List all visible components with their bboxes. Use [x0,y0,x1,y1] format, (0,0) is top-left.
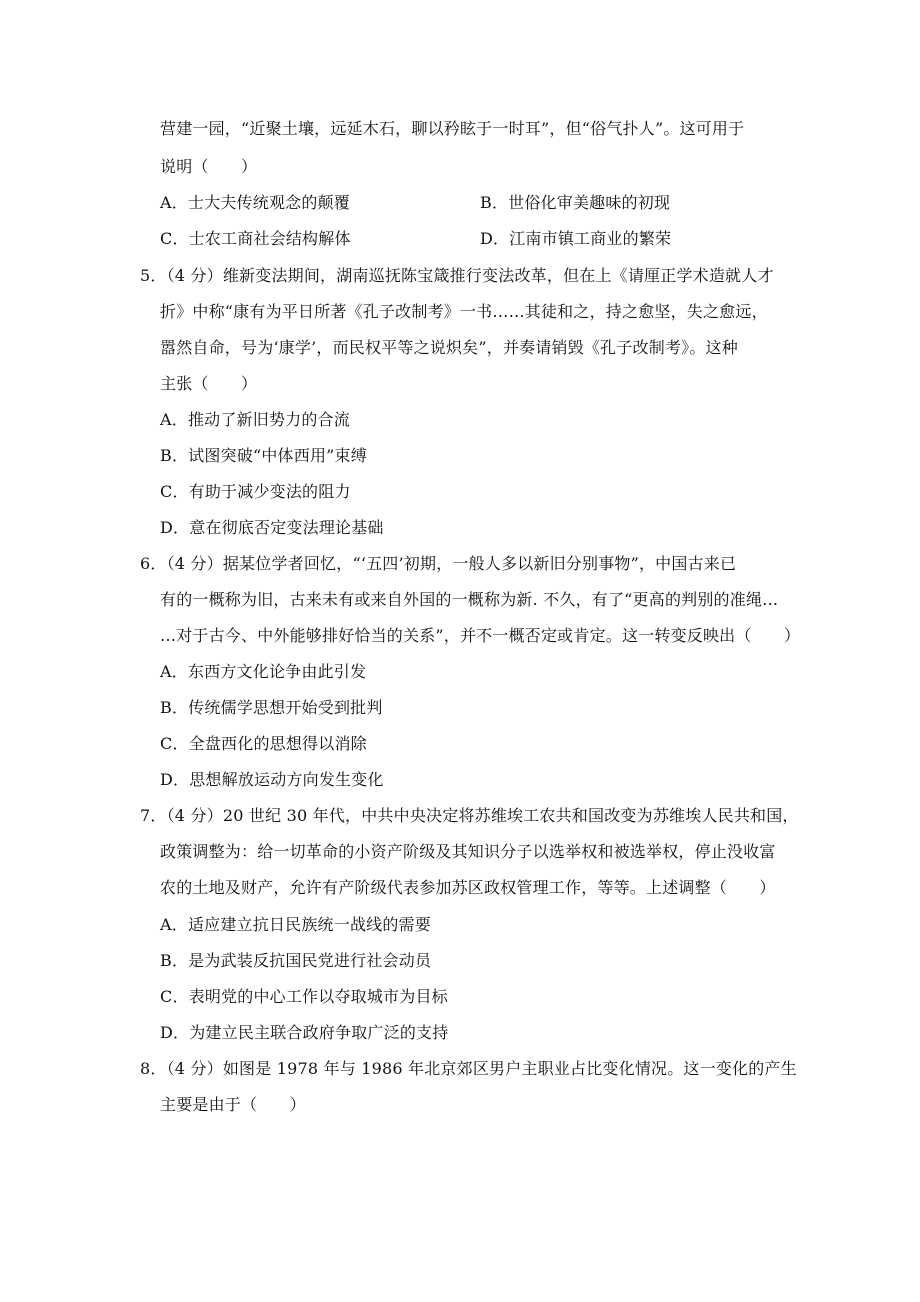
q4-line-2: 说明（ ） [160,157,258,176]
q6-option-a: A．东西方文化论争由此引发 [160,662,367,681]
q5-option-b: B．试图突破“中体西用”束缚 [160,446,367,465]
q5-line-1: 5．（4 分）维新变法期间，湖南巡抚陈宝箴推行变法改革，但在上《请厘正学术造就人才 [140,266,774,285]
q6-option-d: D．思想解放运动方向发生变化 [160,770,384,789]
q7-option-c: C．表明党的中心工作以夺取城市为目标 [160,987,448,1006]
q7-option-a: A．适应建立抗日民族统一战线的需要 [160,915,431,934]
q6-option-c: C．全盘西化的思想得以消除 [160,734,367,753]
q6-option-b: B．传统儒学思想开始受到批判 [160,698,383,717]
q4-option-d: D．江南市镇工商业的繁荣 [480,229,672,248]
q7-line-3: 农的土地及财产，允许有产阶级代表参加苏区政权管理工作，等等。上述调整（ ） [160,878,776,897]
q7-line-2: 政策调整为：给一切革命的小资产阶级及其知识分子以选举权和被选举权，停止没收富 [160,842,776,861]
q5-option-c: C．有助于减少变法的阻力 [160,482,351,501]
q5-option-a: A．推动了新旧势力的合流 [160,410,350,429]
q4-option-a: A．士大夫传统观念的颠覆 [160,193,350,212]
q5-option-d: D．意在彻底否定变法理论基础 [160,518,384,537]
q6-line-3: …对于古今、中外能够排好恰当的关系”，并不一概否定或肯定。这一转变反映出（ ） [160,626,801,645]
q4-option-b: B．世俗化审美趣味的初现 [480,193,671,212]
q6-line-1: 6．（4 分）据某位学者回忆，“‘五四’初期，一般人多以新旧分别事物”，中国古来已 [140,554,737,573]
q8-line-2: 主要是由于（ ） [160,1095,306,1114]
q7-line-1: 7．（4 分）20 世纪 30 年代，中共中央决定将苏维埃工农共和国改变为苏维埃人民共和国， [140,806,799,825]
q7-option-d: D．为建立民主联合政府争取广泛的支持 [160,1023,449,1042]
q5-line-2: 折》中称“康有为平日所著《孔子改制考》一书……其徒和之，持之愈坚，失之愈远， [160,302,768,321]
q5-line-4: 主张（ ） [160,374,258,393]
q6-line-2: 有的一概称为旧，古来未有或来自外国的一概称为新. 不久，有了“更高的判别的准绳… [160,590,779,609]
q7-option-b: B．是为武装反抗国民党进行社会动员 [160,951,432,970]
q8-line-1: 8．（4 分）如图是 1978 年与 1986 年北京郊区男户主职业占比变化情况。这一变化的产生 [140,1059,797,1078]
q4-option-c: C．士农工商社会结构解体 [160,229,351,248]
q4-line-1: 营建一园，“近聚土壤，远延木石，聊以矜眩于一时耳”，但“俗气扑人”。这可用于 [160,119,745,138]
q5-line-3: 嚣然自命，号为‘康学’，而民权平等之说炽矣”，并奏请销毁《孔子改制考》。这种 [160,338,738,357]
